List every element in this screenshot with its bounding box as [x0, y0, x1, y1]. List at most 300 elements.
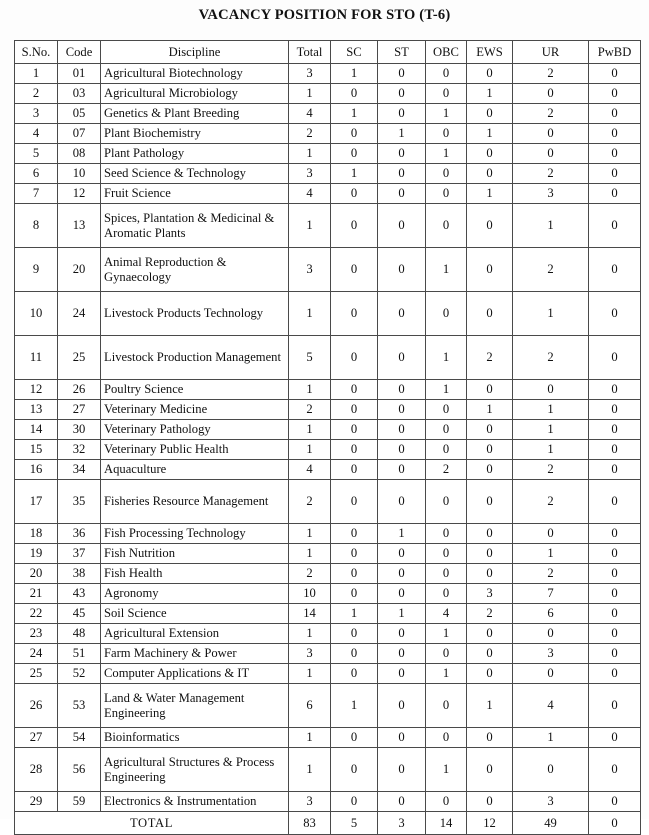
row-cell-sc: 0 — [331, 644, 378, 664]
row-cell-sno: 8 — [15, 204, 58, 248]
row-cell-obc: 1 — [426, 248, 467, 292]
row-cell-pwbd: 0 — [589, 104, 641, 124]
row-cell-st: 0 — [378, 792, 426, 812]
row-cell-st: 0 — [378, 248, 426, 292]
row-cell-code: 08 — [58, 144, 101, 164]
table-row — [15, 524, 641, 544]
table-row — [15, 440, 641, 460]
total-cell-pwbd: 0 — [589, 812, 641, 835]
row-cell-obc: 0 — [426, 420, 467, 440]
row-cell-ews: 0 — [467, 420, 513, 440]
row-cell-st: 0 — [378, 748, 426, 792]
row-cell-sc: 0 — [331, 440, 378, 460]
row-cell-ews: 0 — [467, 164, 513, 184]
row-cell-obc: 1 — [426, 380, 467, 400]
row-cell-obc: 0 — [426, 124, 467, 144]
row-cell-sc: 0 — [331, 728, 378, 748]
row-cell-discipline: Fish Nutrition — [101, 544, 289, 564]
row-cell-sno: 2 — [15, 84, 58, 104]
row-cell-ews: 0 — [467, 644, 513, 664]
table-row — [15, 144, 641, 164]
row-cell-sno: 25 — [15, 664, 58, 684]
row-cell-ur: 2 — [513, 64, 589, 84]
row-cell-code: 35 — [58, 480, 101, 524]
row-cell-st: 1 — [378, 604, 426, 624]
row-cell-ur: 1 — [513, 440, 589, 460]
row-cell-discipline: Genetics & Plant Breeding — [101, 104, 289, 124]
row-cell-ur: 1 — [513, 400, 589, 420]
row-cell-ews: 0 — [467, 248, 513, 292]
table-row — [15, 64, 641, 84]
total-label: TOTAL — [15, 812, 289, 835]
table-footer — [15, 812, 641, 835]
row-cell-pwbd: 0 — [589, 460, 641, 480]
row-cell-ews: 1 — [467, 184, 513, 204]
row-cell-sno: 24 — [15, 644, 58, 664]
row-cell-st: 1 — [378, 524, 426, 544]
row-cell-obc: 0 — [426, 644, 467, 664]
row-cell-discipline: Seed Science & Technology — [101, 164, 289, 184]
row-cell-discipline: Fish Processing Technology — [101, 524, 289, 544]
table-row — [15, 584, 641, 604]
row-cell-obc: 0 — [426, 792, 467, 812]
row-cell-discipline: Farm Machinery & Power — [101, 644, 289, 664]
row-cell-sc: 1 — [331, 684, 378, 728]
row-cell-discipline: Fruit Science — [101, 184, 289, 204]
row-cell-total: 4 — [289, 460, 331, 480]
row-cell-sc: 0 — [331, 336, 378, 380]
row-cell-obc: 0 — [426, 204, 467, 248]
row-cell-discipline: Agricultural Extension — [101, 624, 289, 644]
table-row — [15, 400, 641, 420]
row-cell-sc: 1 — [331, 64, 378, 84]
row-cell-sno: 16 — [15, 460, 58, 480]
row-cell-code: 38 — [58, 564, 101, 584]
row-cell-st: 0 — [378, 292, 426, 336]
row-cell-sc: 0 — [331, 792, 378, 812]
row-cell-st: 0 — [378, 684, 426, 728]
table-row — [15, 292, 641, 336]
row-cell-total: 1 — [289, 524, 331, 544]
row-cell-pwbd: 0 — [589, 624, 641, 644]
row-cell-ews: 1 — [467, 124, 513, 144]
row-cell-ur: 0 — [513, 84, 589, 104]
row-cell-sc: 0 — [331, 184, 378, 204]
row-cell-ews: 0 — [467, 292, 513, 336]
column-header-pwbd: PwBD — [589, 41, 641, 64]
row-cell-discipline: Spices, Plantation & Medicinal & Aromatic Plants — [101, 204, 289, 248]
row-cell-discipline: Plant Pathology — [101, 144, 289, 164]
row-cell-ur: 0 — [513, 624, 589, 644]
row-cell-ur: 0 — [513, 524, 589, 544]
row-cell-ews: 0 — [467, 728, 513, 748]
row-cell-discipline: Livestock Production Management — [101, 336, 289, 380]
row-cell-obc: 0 — [426, 544, 467, 564]
row-cell-obc: 0 — [426, 84, 467, 104]
row-cell-sno: 29 — [15, 792, 58, 812]
vacancy-position-table — [14, 40, 641, 835]
row-cell-obc: 0 — [426, 684, 467, 728]
row-cell-pwbd: 0 — [589, 524, 641, 544]
row-cell-sno: 10 — [15, 292, 58, 336]
row-cell-ews: 0 — [467, 664, 513, 684]
table-row — [15, 748, 641, 792]
row-cell-sc: 0 — [331, 664, 378, 684]
total-cell-st: 3 — [378, 812, 426, 835]
row-cell-sc: 0 — [331, 584, 378, 604]
row-cell-obc: 1 — [426, 104, 467, 124]
total-cell-total: 83 — [289, 812, 331, 835]
row-cell-sno: 6 — [15, 164, 58, 184]
column-header-ews: EWS — [467, 41, 513, 64]
row-cell-pwbd: 0 — [589, 184, 641, 204]
row-cell-sno: 9 — [15, 248, 58, 292]
row-cell-pwbd: 0 — [589, 544, 641, 564]
row-cell-obc: 4 — [426, 604, 467, 624]
row-cell-obc: 0 — [426, 164, 467, 184]
table-row — [15, 664, 641, 684]
row-cell-code: 03 — [58, 84, 101, 104]
row-cell-ews: 0 — [467, 144, 513, 164]
row-cell-st: 1 — [378, 124, 426, 144]
row-cell-code: 12 — [58, 184, 101, 204]
row-cell-ur: 0 — [513, 748, 589, 792]
row-cell-ews: 1 — [467, 84, 513, 104]
row-cell-sno: 21 — [15, 584, 58, 604]
row-cell-total: 14 — [289, 604, 331, 624]
column-header-total: Total — [289, 41, 331, 64]
row-cell-ews: 0 — [467, 748, 513, 792]
row-cell-sno: 7 — [15, 184, 58, 204]
row-cell-sno: 20 — [15, 564, 58, 584]
total-cell-obc: 14 — [426, 812, 467, 835]
row-cell-ews: 0 — [467, 204, 513, 248]
row-cell-st: 0 — [378, 104, 426, 124]
row-cell-ur: 0 — [513, 664, 589, 684]
row-cell-ur: 0 — [513, 144, 589, 164]
column-header-ur: UR — [513, 41, 589, 64]
row-cell-code: 32 — [58, 440, 101, 460]
row-cell-pwbd: 0 — [589, 604, 641, 624]
row-cell-pwbd: 0 — [589, 204, 641, 248]
row-cell-ews: 0 — [467, 480, 513, 524]
row-cell-total: 1 — [289, 544, 331, 564]
row-cell-discipline: Electronics & Instrumentation — [101, 792, 289, 812]
row-cell-obc: 2 — [426, 460, 467, 480]
row-cell-st: 0 — [378, 64, 426, 84]
row-cell-ews: 0 — [467, 380, 513, 400]
row-cell-discipline: Soil Science — [101, 604, 289, 624]
table-row — [15, 164, 641, 184]
row-cell-code: 45 — [58, 604, 101, 624]
row-cell-total: 1 — [289, 748, 331, 792]
row-cell-ur: 0 — [513, 124, 589, 144]
row-cell-total: 1 — [289, 380, 331, 400]
row-cell-st: 0 — [378, 544, 426, 564]
row-cell-pwbd: 0 — [589, 292, 641, 336]
row-cell-st: 0 — [378, 164, 426, 184]
row-cell-sno: 14 — [15, 420, 58, 440]
header-row — [15, 41, 641, 64]
row-cell-discipline: Bioinformatics — [101, 728, 289, 748]
row-cell-sc: 0 — [331, 84, 378, 104]
row-cell-total: 5 — [289, 336, 331, 380]
row-cell-total: 1 — [289, 440, 331, 460]
total-cell-ur: 49 — [513, 812, 589, 835]
row-cell-ur: 2 — [513, 480, 589, 524]
row-cell-ews: 2 — [467, 336, 513, 380]
row-cell-st: 0 — [378, 564, 426, 584]
row-cell-code: 43 — [58, 584, 101, 604]
row-cell-sno: 12 — [15, 380, 58, 400]
row-cell-pwbd: 0 — [589, 644, 641, 664]
row-cell-obc: 0 — [426, 64, 467, 84]
row-cell-total: 2 — [289, 480, 331, 524]
row-cell-code: 53 — [58, 684, 101, 728]
table-body — [15, 64, 641, 812]
row-cell-total: 1 — [289, 624, 331, 644]
row-cell-total: 4 — [289, 184, 331, 204]
row-cell-ews: 2 — [467, 604, 513, 624]
row-cell-sno: 27 — [15, 728, 58, 748]
row-cell-st: 0 — [378, 664, 426, 684]
row-cell-pwbd: 0 — [589, 380, 641, 400]
row-cell-discipline: Plant Biochemistry — [101, 124, 289, 144]
row-cell-code: 36 — [58, 524, 101, 544]
row-cell-pwbd: 0 — [589, 336, 641, 380]
row-cell-st: 0 — [378, 400, 426, 420]
row-cell-total: 3 — [289, 792, 331, 812]
row-cell-pwbd: 0 — [589, 684, 641, 728]
row-cell-st: 0 — [378, 184, 426, 204]
row-cell-total: 1 — [289, 292, 331, 336]
table-row — [15, 480, 641, 524]
row-cell-obc: 1 — [426, 144, 467, 164]
row-cell-sno: 5 — [15, 144, 58, 164]
row-cell-discipline: Veterinary Medicine — [101, 400, 289, 420]
row-cell-sc: 1 — [331, 604, 378, 624]
row-cell-total: 3 — [289, 248, 331, 292]
row-cell-discipline: Livestock Products Technology — [101, 292, 289, 336]
row-cell-sc: 0 — [331, 524, 378, 544]
row-cell-sc: 0 — [331, 420, 378, 440]
row-cell-sno: 17 — [15, 480, 58, 524]
row-cell-sno: 4 — [15, 124, 58, 144]
row-cell-total: 2 — [289, 124, 331, 144]
row-cell-obc: 0 — [426, 400, 467, 420]
row-cell-sc: 0 — [331, 248, 378, 292]
row-cell-st: 0 — [378, 624, 426, 644]
table-row — [15, 684, 641, 728]
row-cell-sc: 0 — [331, 380, 378, 400]
row-cell-ews: 0 — [467, 64, 513, 84]
row-cell-code: 05 — [58, 104, 101, 124]
row-cell-pwbd: 0 — [589, 792, 641, 812]
row-cell-ur: 3 — [513, 792, 589, 812]
row-cell-ur: 2 — [513, 248, 589, 292]
table-row — [15, 124, 641, 144]
row-cell-total: 6 — [289, 684, 331, 728]
row-cell-sc: 0 — [331, 624, 378, 644]
total-row — [15, 812, 641, 835]
row-cell-obc: 1 — [426, 624, 467, 644]
row-cell-obc: 0 — [426, 564, 467, 584]
column-header-st: ST — [378, 41, 426, 64]
row-cell-pwbd: 0 — [589, 248, 641, 292]
row-cell-discipline: Land & Water Management Engineering — [101, 684, 289, 728]
page-title: VACANCY POSITION FOR STO (T-6) — [198, 7, 451, 23]
row-cell-sno: 19 — [15, 544, 58, 564]
row-cell-st: 0 — [378, 644, 426, 664]
row-cell-total: 3 — [289, 64, 331, 84]
row-cell-obc: 1 — [426, 664, 467, 684]
row-cell-discipline: Computer Applications & IT — [101, 664, 289, 684]
row-cell-st: 0 — [378, 380, 426, 400]
row-cell-ur: 0 — [513, 380, 589, 400]
row-cell-pwbd: 0 — [589, 64, 641, 84]
table-row — [15, 204, 641, 248]
row-cell-obc: 0 — [426, 440, 467, 460]
row-cell-sno: 26 — [15, 684, 58, 728]
row-cell-code: 48 — [58, 624, 101, 644]
row-cell-ews: 3 — [467, 584, 513, 604]
row-cell-sc: 1 — [331, 164, 378, 184]
row-cell-discipline: Agricultural Structures & Process Engineering — [101, 748, 289, 792]
row-cell-pwbd: 0 — [589, 584, 641, 604]
row-cell-code: 30 — [58, 420, 101, 440]
row-cell-discipline: Animal Reproduction & Gynaecology — [101, 248, 289, 292]
row-cell-st: 0 — [378, 480, 426, 524]
row-cell-total: 1 — [289, 204, 331, 248]
total-cell-ews: 12 — [467, 812, 513, 835]
row-cell-st: 0 — [378, 84, 426, 104]
row-cell-sno: 13 — [15, 400, 58, 420]
row-cell-discipline: Fisheries Resource Management — [101, 480, 289, 524]
row-cell-code: 01 — [58, 64, 101, 84]
row-cell-ews: 1 — [467, 684, 513, 728]
row-cell-sno: 15 — [15, 440, 58, 460]
row-cell-ews: 0 — [467, 792, 513, 812]
row-cell-ur: 1 — [513, 728, 589, 748]
row-cell-discipline: Veterinary Pathology — [101, 420, 289, 440]
row-cell-pwbd: 0 — [589, 84, 641, 104]
row-cell-obc: 1 — [426, 336, 467, 380]
row-cell-ur: 3 — [513, 644, 589, 664]
row-cell-pwbd: 0 — [589, 564, 641, 584]
row-cell-sc: 0 — [331, 564, 378, 584]
row-cell-code: 10 — [58, 164, 101, 184]
row-cell-sno: 3 — [15, 104, 58, 124]
row-cell-sno: 28 — [15, 748, 58, 792]
row-cell-ur: 1 — [513, 420, 589, 440]
row-cell-ur: 2 — [513, 164, 589, 184]
row-cell-code: 54 — [58, 728, 101, 748]
column-header-sno: S.No. — [15, 41, 58, 64]
row-cell-total: 2 — [289, 400, 331, 420]
table-row — [15, 380, 641, 400]
column-header-sc: SC — [331, 41, 378, 64]
row-cell-sno: 1 — [15, 64, 58, 84]
row-cell-st: 0 — [378, 144, 426, 164]
row-cell-total: 1 — [289, 144, 331, 164]
row-cell-st: 0 — [378, 420, 426, 440]
row-cell-obc: 0 — [426, 584, 467, 604]
row-cell-ews: 0 — [467, 440, 513, 460]
row-cell-obc: 0 — [426, 480, 467, 524]
row-cell-ews: 0 — [467, 544, 513, 564]
column-header-discipline: Discipline — [101, 41, 289, 64]
row-cell-st: 0 — [378, 204, 426, 248]
table-row — [15, 792, 641, 812]
table-row — [15, 624, 641, 644]
row-cell-sno: 23 — [15, 624, 58, 644]
row-cell-discipline: Fish Health — [101, 564, 289, 584]
row-cell-pwbd: 0 — [589, 144, 641, 164]
row-cell-sc: 0 — [331, 144, 378, 164]
row-cell-sc: 0 — [331, 544, 378, 564]
row-cell-code: 56 — [58, 748, 101, 792]
row-cell-ur: 1 — [513, 204, 589, 248]
row-cell-obc: 0 — [426, 728, 467, 748]
row-cell-sno: 18 — [15, 524, 58, 544]
row-cell-discipline: Agricultural Microbiology — [101, 84, 289, 104]
row-cell-code: 26 — [58, 380, 101, 400]
row-cell-sc: 0 — [331, 748, 378, 792]
table-row — [15, 460, 641, 480]
table-row — [15, 184, 641, 204]
row-cell-pwbd: 0 — [589, 440, 641, 460]
table-row — [15, 420, 641, 440]
table-row — [15, 564, 641, 584]
row-cell-st: 0 — [378, 584, 426, 604]
row-cell-total: 2 — [289, 564, 331, 584]
table-row — [15, 248, 641, 292]
row-cell-code: 13 — [58, 204, 101, 248]
row-cell-code: 07 — [58, 124, 101, 144]
row-cell-obc: 0 — [426, 184, 467, 204]
row-cell-total: 1 — [289, 420, 331, 440]
total-cell-sc: 5 — [331, 812, 378, 835]
row-cell-pwbd: 0 — [589, 480, 641, 524]
row-cell-pwbd: 0 — [589, 664, 641, 684]
row-cell-total: 4 — [289, 104, 331, 124]
row-cell-ur: 7 — [513, 584, 589, 604]
row-cell-obc: 0 — [426, 292, 467, 336]
row-cell-code: 34 — [58, 460, 101, 480]
row-cell-code: 27 — [58, 400, 101, 420]
table-row — [15, 336, 641, 380]
row-cell-ur: 6 — [513, 604, 589, 624]
row-cell-st: 0 — [378, 336, 426, 380]
row-cell-discipline: Aquaculture — [101, 460, 289, 480]
row-cell-total: 1 — [289, 664, 331, 684]
row-cell-ur: 2 — [513, 336, 589, 380]
row-cell-sc: 1 — [331, 104, 378, 124]
table-row — [15, 728, 641, 748]
row-cell-ur: 4 — [513, 684, 589, 728]
column-header-obc: OBC — [426, 41, 467, 64]
row-cell-discipline: Poultry Science — [101, 380, 289, 400]
row-cell-code: 52 — [58, 664, 101, 684]
row-cell-obc: 0 — [426, 524, 467, 544]
row-cell-total: 3 — [289, 164, 331, 184]
row-cell-ews: 1 — [467, 400, 513, 420]
row-cell-st: 0 — [378, 440, 426, 460]
table-row — [15, 644, 641, 664]
row-cell-st: 0 — [378, 728, 426, 748]
table-row — [15, 544, 641, 564]
row-cell-ews: 0 — [467, 460, 513, 480]
